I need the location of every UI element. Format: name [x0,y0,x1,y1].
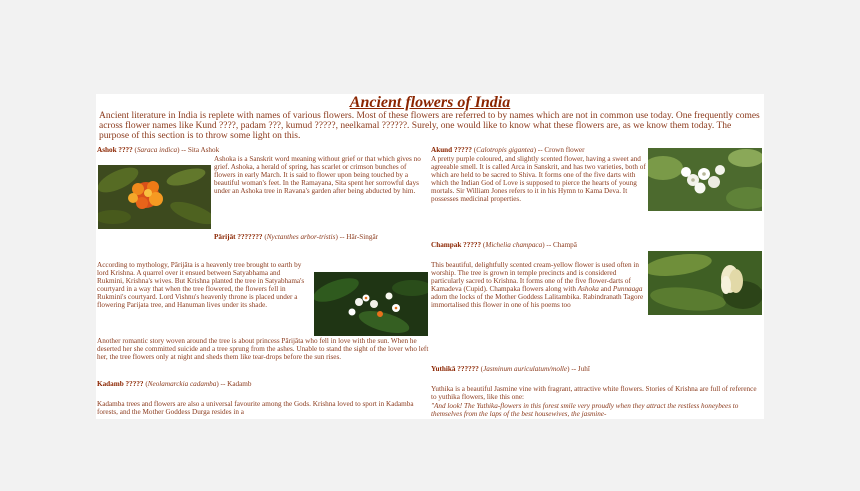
kadamb-common-name: -- Kadamb [220,380,252,388]
akund-flower-image [648,148,762,211]
champak-flower-image [648,251,762,315]
ashok-heading: Ashok ???? (Saraca indica) -- Sita Ashok [97,146,220,154]
orange-flower-cluster-photo-icon [98,165,211,229]
champak-description [431,261,647,310]
champak-text-b: adorn the locks of the Mother Goddess Lalitambika. Rabindranath Tagore immortalised this flower in one of his poems too [431,293,644,310]
yuthika-description: Yuthika is a beautiful Jasmine vine with fragrant, attractive white flowers. Stories of Krishna are full of reference to yuthika flowers, like this one: [431,385,757,402]
cream-champak-bud-photo-icon [648,251,762,315]
kadamb-description: Kadamba trees and flowers are also a universal favourite among the Gods. Krishna loved to sport in Kadamba forests, and the Mother Goddess Durga resides in a [97,400,414,417]
parijat-heading: Pārijāt ??????? (Nyctanthes arbor-tristis) -- Hār-Singār [214,233,379,241]
kadamb-name: Kadamb ????? [97,380,144,388]
champak-and-word: and [600,285,612,294]
parijat-description: According to mythology, Pārijāta is a heavenly tree brought to earth by lord Krishna. A quarrel over it ensued between Satyabhama and Rukmini, Krishna's wives. But Krishna planted the tree in Satyabhama's courtyard in a way that when the tree flowered, the flowers fell in Rukmini's courtyard. Lord Vishnu's heavenly throne is placed under a flowering Parijata tree, and Hanuman lives under its shade. [97,261,305,310]
parijat-common-name: -- Hār-Singār [339,233,379,241]
ashok-name: Ashok ???? [97,146,133,154]
ashok-scientific-name: Saraca indica [136,146,178,154]
ashok-common-name: -- Sita Ashok [181,146,220,154]
document-page [96,94,764,419]
champak-heading: Champak ????? (Michelia champaca) -- Champā [431,241,577,249]
intro-paragraph: Ancient literature in India is replete with names of various flowers. Most of these flowers are referred to by names which are not in common use today. One frequently comes across flower names like Kund ????, padam ???, kumud ?????, neelkamal ??????. Surely, one would like to know what these flowers are, as we know them today. The purpose of this section is to throw some light on this. [99,111,760,141]
ashok-description: Ashoka is a Sanskrit word meaning without grief or that which gives no grief. Ashoka, a herald of spring, has scarlet or crimson bunches of flowers in early March. It is said to flower upon being touched by a beautiful woman's feet. In the Ramayana, Sita spent her sorrowful days under an Ashoka tree in Ravana's garden after being abducted by him. [214,155,421,196]
yuthika-heading: Yuthikā ?????? (Jasminum auriculatum/molle) -- Juhī [431,365,590,373]
champak-common-name: -- Champā [546,241,577,249]
ashok-flower-image [98,165,211,229]
yuthika-name: Yuthikā ?????? [431,365,479,373]
yuthika-quote: "And look! The Yuthika-flowers in this forest smile very proudly when they attract the restless honeybees to themselves from the laps of the best housewives, the jasmine- [431,402,739,419]
parijat-flower-image [314,272,428,336]
champak-ashoka-word: Ashoka [577,285,599,294]
yuthika-scientific-name: Jasminum auriculatum/molle [483,365,568,373]
akund-common-name: -- Crown flower [537,146,585,154]
champak-scientific-name: Michelia champaca [485,241,543,249]
akund-name: Akund ????? [431,146,472,154]
champak-name: Champak ????? [431,241,482,249]
white-crown-flower-photo-icon [648,148,762,211]
akund-description: A pretty purple coloured, and slightly scented flower, having a sweet and agreeable smell. It is called Arca in Sanskrit, and has two varieties, both of which are held to be sacred to Shiva. It forms one of the five darts with which the Indian God of Love is supposed to pierce the hearts of young mortals. Sir William Jones refers to it in his Hymn to Kama Deva. It possesses medicinal properties. [431,155,646,204]
kadamb-heading: Kadamb ????? (Neolamarckia cadamba) -- Kadamb [97,380,252,388]
parijat-name: Pārijāt ??????? [214,233,263,241]
yuthika-common-name: -- Juhī [571,365,590,373]
champak-text-a: This beautiful, delightfully scented cream-yellow flower is used often in worship. The tree is grown in temple precincts and is considered particularly sacred to Krishna. It forms one of the five flower-darts of Kamadeva (Cupid). Champaka flowers along with [431,261,639,294]
akund-scientific-name: Calotropis gigantea [476,146,534,154]
kadamb-scientific-name: Neolamarckia cadamba [147,380,217,388]
white-flowers-dark-leaves-photo-icon [314,272,428,336]
akund-heading: Akund ????? (Calotropis gigantea) -- Crown flower [431,146,585,154]
page-title: Ancient flowers of India [349,94,511,111]
parijat-description-2: Another romantic story woven around the tree is about princess Pārijāta who fell in love with the sun. When he deserted her she committed suicide and a tree sprung from the ashes. Unable to stand the sight of the lover who left her, the tree flowers only at night and sheds them like tear-drops before the sun rises. [97,337,429,362]
parijat-scientific-name: Nyctanthes arbor-tristis [266,233,336,241]
champak-punnaaga-word: Punnaaga [612,285,643,294]
